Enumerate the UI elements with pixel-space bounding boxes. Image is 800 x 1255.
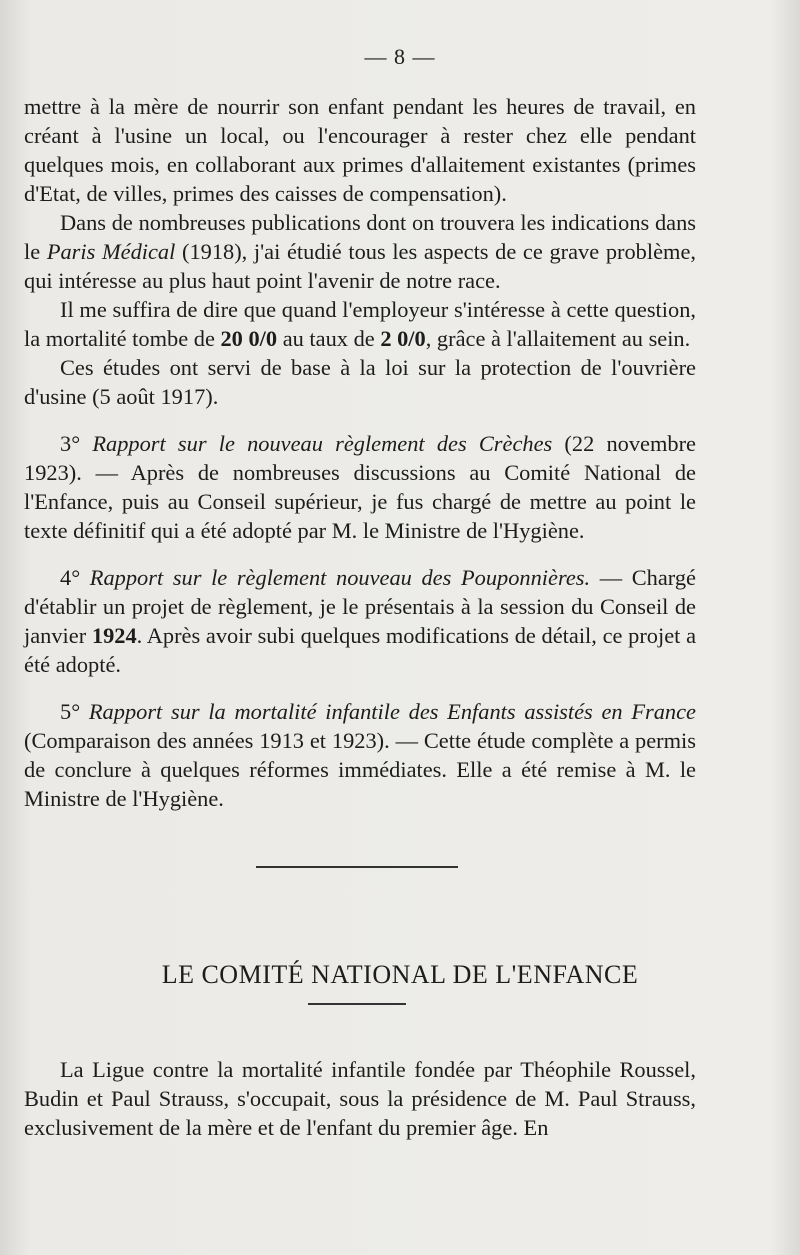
text-run: , grâce à l'allaitement au sein. xyxy=(425,326,691,351)
text-run: . Après avoir subi quelques modifications de détail, ce projet a été adopté. xyxy=(24,623,697,677)
journal-title: Paris Médical xyxy=(46,239,176,264)
spacer xyxy=(24,545,696,563)
paragraph-publications xyxy=(24,208,696,295)
section-divider xyxy=(256,866,458,868)
paragraph-mortality xyxy=(24,295,696,353)
text-run: au taux de xyxy=(277,326,381,351)
heading-underline xyxy=(308,1003,406,1005)
paragraph-report-creches xyxy=(24,429,696,545)
section-heading: LE COMITÉ NATIONAL DE L'ENFANCE xyxy=(161,959,639,989)
text-run: (22 novembre 1923). — Après de nombreuses discussions au Comité National de l'Enfance, puis au Conseil supérieur, je fus chargé de mettre au point le texte définitif qui a été adopté par M. le Ministre de l'Hygiène. xyxy=(24,431,696,543)
paragraph-law: Ces études ont servi de base à la loi sur la protection de l'ouvrière d'usine (5 août 1917). xyxy=(24,355,696,409)
paragraph-report-pouponnieres xyxy=(24,563,696,679)
body-text-top xyxy=(24,92,696,813)
text-run: Il me suffira de dire que quand l'employeur s'intéresse à cette question, la mortalité tombe de xyxy=(24,297,696,351)
report-title: Rapport sur la mortalité infantile des Enfants assistés en France xyxy=(88,699,696,724)
report-title: Rapport sur le nouveau règlement des Crèches xyxy=(92,431,553,456)
page-number: — 8 — xyxy=(364,44,436,69)
paragraph-continuation: mettre à la mère de nourrir son enfant pendant les heures de travail, en créant à l'usine un local, ou l'encourager à rester chez elle pendant quelques mois, en collaborant aux primes d'allaitement existantes (primes d'Etat, de villes, primes des caisses de compensation). xyxy=(24,94,696,206)
paragraph-ligue: La Ligue contre la mortalité infantile fondée par Théophile Roussel, Budin et Paul Strauss, s'occupait, sous la présidence de M. Paul Strauss, exclusivement de la mère et de l'enfant du premier âge. En xyxy=(24,1057,696,1140)
report-number: 4° xyxy=(60,565,81,590)
spacer xyxy=(24,411,696,429)
body-text-bottom xyxy=(24,1055,696,1142)
report-number: 5° xyxy=(60,699,81,724)
year: 1924 xyxy=(91,623,137,648)
text-run: — Chargé d'établir un projet de règlement, je le présentais à la session du Conseil de janvier xyxy=(24,565,696,648)
report-number: 3° xyxy=(60,431,81,456)
rate-after: 2 0/0 xyxy=(380,326,426,351)
text-run: Dans de nombreuses publications dont on trouvera les indications dans le xyxy=(24,210,696,264)
paragraph-report-enfants-assistes xyxy=(24,697,696,813)
report-title: Rapport sur le règlement nouveau des Pouponnières. xyxy=(89,565,591,590)
text-run: (1918), j'ai étudié tous les aspects de ce grave problème, qui intéresse au plus haut point l'avenir de notre race. xyxy=(24,239,696,293)
text-run: (Comparaison des années 1913 et 1923). — Cette étude complète a permis de conclure à quelques réformes immédiates. Elle a été remise à M. le Ministre de l'Hygiène. xyxy=(24,728,696,811)
rate-before: 20 0/0 xyxy=(220,326,278,351)
spacer xyxy=(24,679,696,697)
